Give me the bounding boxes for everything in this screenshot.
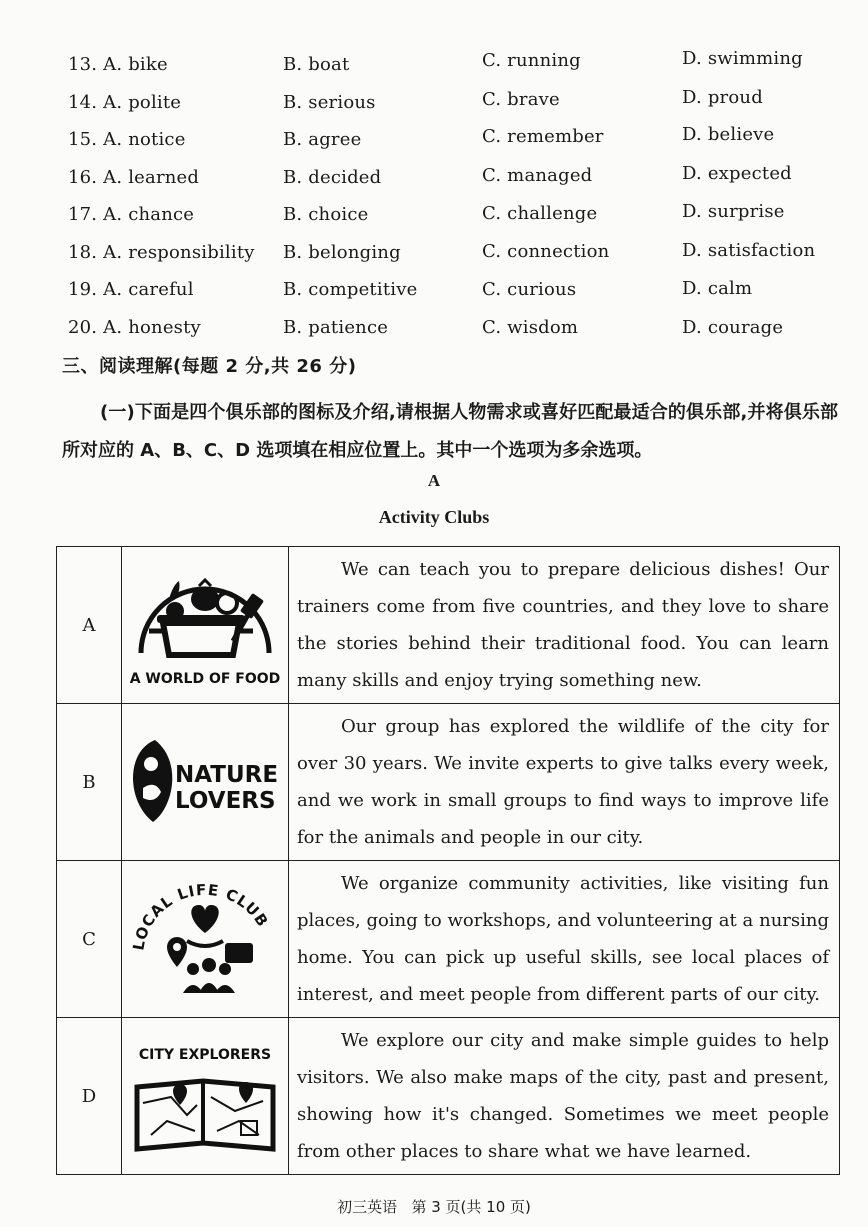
option-row-18	[0, 234, 868, 272]
question-15-option-a: 15. A. notice	[68, 129, 186, 150]
question-18-option-b: B. belonging	[283, 241, 401, 263]
folded-map-icon	[127, 1031, 283, 1161]
question-17-option-a: 17. A. chance	[68, 204, 195, 225]
question-17-option-b: B. choice	[283, 204, 369, 225]
cloze-options	[0, 46, 868, 346]
club-logo-line2: LOVERS	[175, 788, 276, 814]
passage-title: Activity Clubs	[378, 507, 490, 527]
question-19-option-c: C. curious	[482, 279, 577, 300]
question-14-option-d: D. proud	[682, 86, 763, 108]
option-row-15	[0, 121, 868, 159]
question-18-option-d: D. satisfaction	[682, 239, 816, 261]
club-label: B	[57, 704, 122, 861]
club-logo-text: CITY EXPLORERS	[138, 1047, 272, 1063]
question-15-option-c: C. remember	[482, 126, 604, 147]
question-13-option-a: 13. A. bike	[68, 54, 168, 75]
club-logo	[122, 704, 289, 861]
club-logo	[122, 861, 289, 1018]
question-13-option-d: D. swimming	[682, 48, 803, 69]
option-row-14	[0, 84, 868, 122]
club-row-c	[57, 861, 840, 1018]
question-16-option-a: 16. A. learned	[68, 166, 200, 188]
question-20-option-a: 20. A. honesty	[68, 316, 201, 338]
club-row-b	[57, 704, 840, 861]
question-15-option-b: B. agree	[283, 129, 362, 150]
question-19-option-b: B. competitive	[283, 279, 418, 300]
question-16-option-d: D. expected	[682, 162, 792, 184]
club-label: A	[57, 547, 122, 704]
question-14-option-c: C. brave	[482, 88, 560, 110]
question-18-option-c: C. connection	[482, 240, 610, 262]
club-description: We explore our city and make simple guides to help visitors. We also make maps of the city, past and present, showing how it's changed. Sometimes we meet people from other places to share what we have learned.	[289, 1018, 840, 1175]
club-description: We can teach you to prepare delicious dishes! Our trainers come from five countries, and they love to share the stories behind their traditional food. You can learn many skills and enjoy trying something new.	[289, 547, 840, 704]
bird-squirrel-leaf-icon	[125, 722, 285, 842]
page-footer: 初三英语 第 3 页(共 10 页)	[337, 1198, 531, 1216]
club-logo-text: A WORLD OF FOOD	[129, 671, 281, 687]
option-row-19	[0, 271, 868, 309]
question-18-option-a: 18. A. responsibility	[68, 241, 255, 263]
question-20-option-d: D. courage	[682, 316, 784, 338]
club-logo-text: LOCAL LIFE CLUB	[129, 880, 272, 952]
club-logo	[122, 547, 289, 704]
club-description: Our group has explored the wildlife of the city for over 30 years. We invite experts to give talks every week, and we work in small groups to find ways to improve life for the animals and people in our city.	[289, 704, 840, 861]
club-label: C	[57, 861, 122, 1018]
question-20-option-b: B. patience	[283, 316, 389, 338]
question-17-option-d: D. surprise	[682, 201, 785, 222]
question-14-option-a: 14. A. polite	[68, 91, 182, 113]
question-15-option-d: D. believe	[682, 124, 775, 145]
clubs-table	[56, 546, 840, 1175]
passage-letter: A	[427, 471, 441, 490]
club-row-a	[57, 547, 840, 704]
option-row-17	[0, 196, 868, 234]
question-16-option-c: C. managed	[482, 164, 593, 186]
question-19-option-d: D. calm	[682, 278, 753, 299]
question-14-option-b: B. serious	[283, 91, 376, 113]
question-13-option-b: B. boat	[283, 54, 350, 75]
club-logo	[122, 1018, 289, 1175]
section-title: 三、阅读理解(每题 2 分,共 26 分)	[62, 356, 357, 377]
option-row-13	[0, 46, 868, 84]
option-row-20	[0, 309, 868, 347]
club-description: We organize community activities, like visiting fun places, going to workshops, and volunteering at a nursing home. You can pick up useful skills, see local places of interest, and meet people from different parts of our city.	[289, 861, 840, 1018]
community-heart-icon	[125, 869, 285, 1009]
question-13-option-c: C. running	[482, 50, 581, 71]
question-20-option-c: C. wisdom	[482, 316, 579, 338]
option-row-16	[0, 159, 868, 197]
cooking-pot-icon	[127, 555, 283, 695]
section-instruction: (一)下面是四个俱乐部的图标及介绍,请根据人物需求或喜好匹配最适合的俱乐部,并将俱乐部所对应的 A、B、C、D 选项填在相应位置上。其中一个选项为多余选项。	[62, 402, 838, 461]
question-16-option-b: B. decided	[283, 166, 382, 188]
club-row-d	[57, 1018, 840, 1175]
club-label: D	[57, 1018, 122, 1175]
club-logo-line1: NATURE	[175, 762, 279, 788]
question-17-option-c: C. challenge	[482, 203, 598, 224]
question-19-option-a: 19. A. careful	[68, 279, 194, 300]
